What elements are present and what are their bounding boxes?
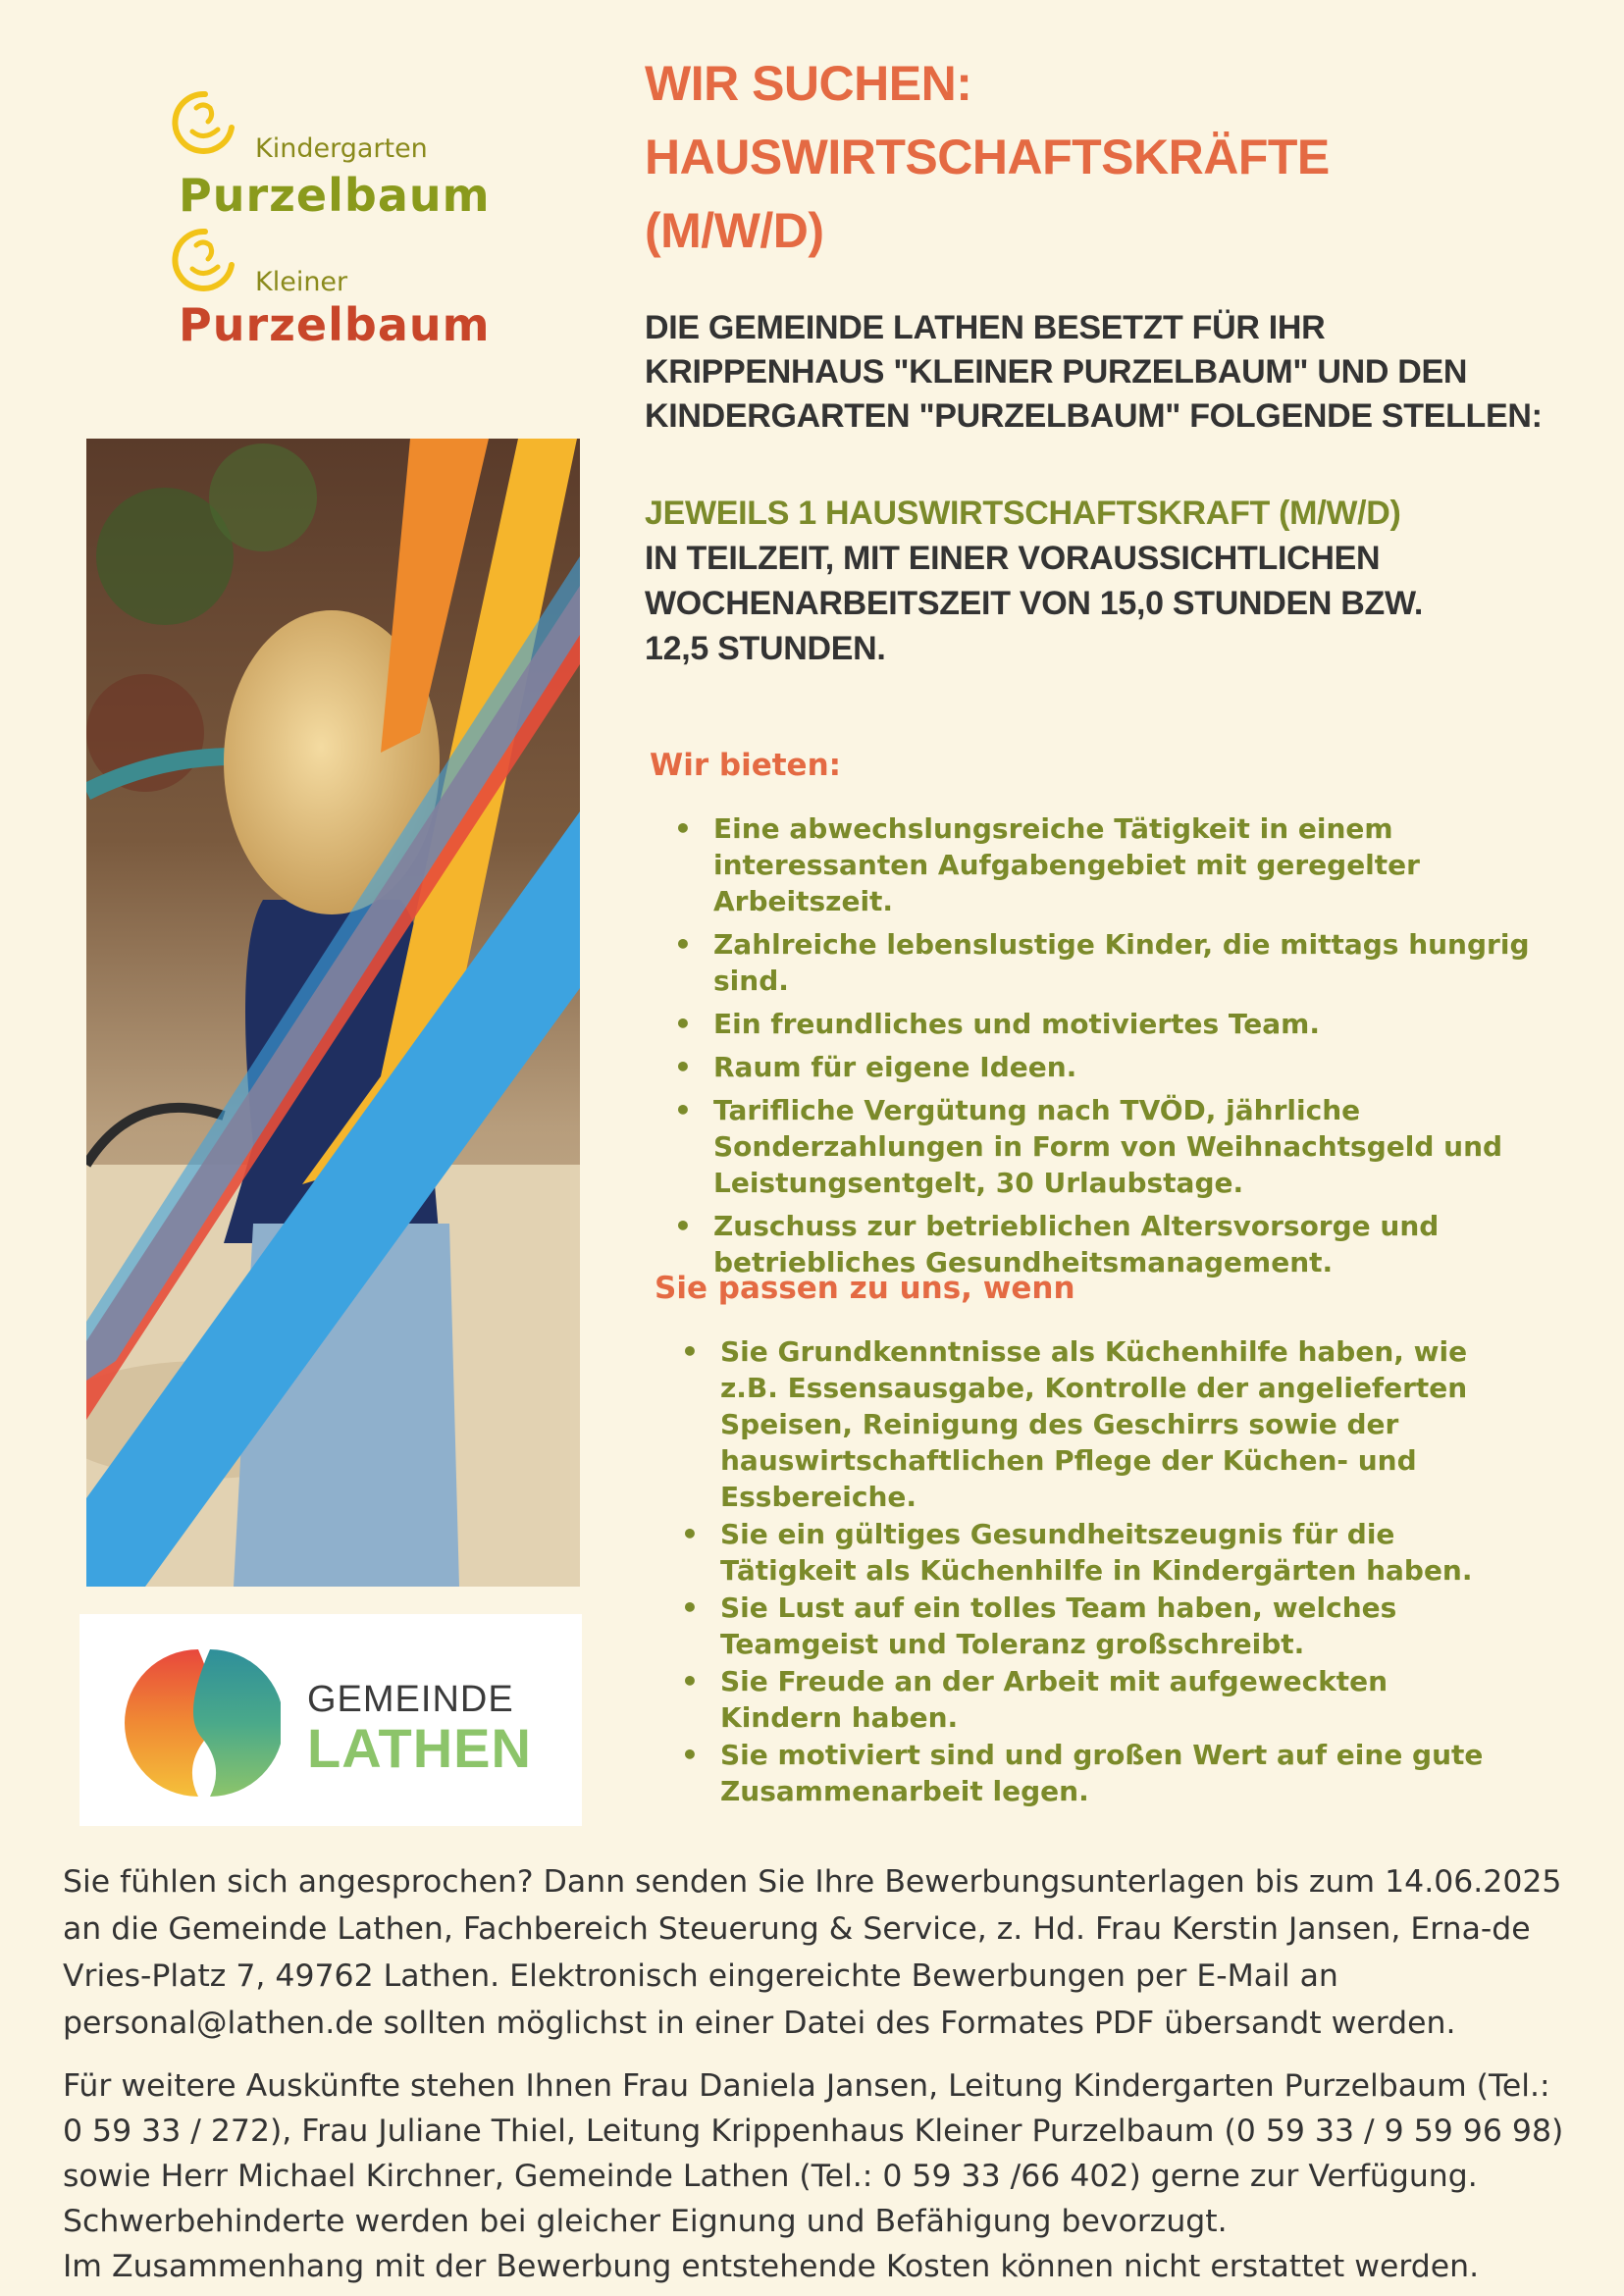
position-line: 12,5 STUNDEN. bbox=[645, 630, 886, 667]
contact-paragraph bbox=[63, 2063, 1603, 2289]
list-item: • Zahlreiche lebenslustige Kinder, die mittags hungrig sind. bbox=[672, 926, 1536, 999]
kleiner-label: Kleiner bbox=[255, 267, 348, 297]
title-line: WIR SUCHEN: bbox=[645, 56, 972, 111]
list-item: • Sie Freude an der Arbeit mit aufgeweckten Kindern haben. bbox=[679, 1663, 1503, 1736]
gemeinde-lathen-logo bbox=[79, 1614, 582, 1826]
sun-icon bbox=[171, 226, 239, 294]
paragraph-line: an die Gemeinde Lathen, Fachbereich Steuerung & Service, z. Hd. Frau Kerstin Jansen, Erna-de bbox=[63, 1911, 1531, 1947]
lathen-wordmark: LATHEN bbox=[307, 1717, 532, 1779]
application-paragraph bbox=[63, 1858, 1603, 2047]
list-item: • Sie motiviert sind und großen Wert auf eine gute Zusammenarbeit legen. bbox=[679, 1737, 1503, 1809]
paragraph-line: 0 59 33 / 272), Frau Juliane Thiel, Leitung Krippenhaus Kleiner Purzelbaum (0 59 33 / 9 59 96 98) bbox=[63, 2113, 1564, 2149]
kindergarten-label: Kindergarten bbox=[255, 133, 428, 164]
list-item: • Ein freundliches und motiviertes Team. bbox=[672, 1006, 1536, 1042]
paragraph-line: Im Zusammenhang mit der Bewerbung entstehende Kosten können nicht erstattet werden. bbox=[63, 2249, 1480, 2284]
sun-icon bbox=[171, 88, 239, 157]
kleiner-purzelbaum-wordmark: Purzelbaum bbox=[179, 298, 491, 351]
page-title bbox=[645, 47, 1528, 268]
paragraph-line: Für weitere Auskünfte stehen Ihnen Frau Daniela Jansen, Leitung Kindergarten Purzelbaum (Tel.: bbox=[63, 2068, 1550, 2104]
position-line: WOCHENARBEITSZEIT VON 15,0 STUNDEN BZW. bbox=[645, 585, 1424, 622]
paragraph-line: Sie fühlen sich angesprochen? Dann senden Sie Ihre Bewerbungsunterlagen bis zum 14.06.2025 bbox=[63, 1864, 1562, 1900]
intro-text bbox=[645, 306, 1547, 439]
intro-line: KRIPPENHAUS "KLEINER PURZELBAUM" UND DEN bbox=[645, 353, 1468, 391]
paragraph-line: Vries-Platz 7, 49762 Lathen. Elektronisch eingereichte Bewerbungen per E-Mail an bbox=[63, 1958, 1338, 1994]
offer-heading: Wir bieten: bbox=[650, 748, 842, 783]
list-item: • Eine abwechslungsreiche Tätigkeit in einem interessanten Aufgabengebiet mit geregelter Arbeitszeit. bbox=[672, 810, 1536, 919]
paragraph-line: Schwerbehinderte werden bei gleicher Eignung und Befähigung bevorzugt. bbox=[63, 2204, 1228, 2239]
intro-line: KINDERGARTEN "PURZELBAUM" FOLGENDE STELLEN: bbox=[645, 397, 1543, 435]
position-description bbox=[645, 491, 1547, 671]
title-line: HAUSWIRTSCHAFTSKRÄFTE bbox=[645, 130, 1330, 184]
photo-illustration bbox=[86, 439, 580, 1587]
list-item: • Sie ein gültiges Gesundheitszeugnis für die Tätigkeit als Küchenhilfe in Kindergärten haben. bbox=[679, 1516, 1503, 1589]
requirements-list bbox=[679, 1333, 1503, 1810]
kindergarten-logo bbox=[167, 88, 491, 353]
child-with-ribbons-photo bbox=[86, 439, 580, 1587]
list-item: • Tarifliche Vergütung nach TVÖD, jährliche Sonderzahlungen in Form von Weihnachtsgeld und Leistungsentgelt, 30 Urlaubstage. bbox=[672, 1092, 1536, 1201]
offer-list bbox=[672, 810, 1536, 1287]
list-item: • Sie Grundkenntnisse als Küchenhilfe haben, wie z.B. Essensausgabe, Kontrolle der angelieferten Speisen, Reinigung des Geschirrs sowie der hauswirtschaftlichen Pflege der Küchen- und Essbereiche. bbox=[679, 1333, 1503, 1515]
list-item: • Sie Lust auf ein tolles Team haben, welches Teamgeist und Toleranz großschreibt. bbox=[679, 1590, 1503, 1662]
purzelbaum-wordmark: Purzelbaum bbox=[179, 169, 491, 222]
paragraph-line: sowie Herr Michael Kirchner, Gemeinde Lathen (Tel.: 0 59 33 /66 402) gerne zur Verfügung. bbox=[63, 2159, 1478, 2194]
requirements-heading: Sie passen zu uns, wenn bbox=[655, 1271, 1075, 1306]
title-line: (M/W/D) bbox=[645, 203, 824, 258]
lathen-emblem-icon bbox=[124, 1647, 281, 1800]
list-item: • Zuschuss zur betrieblichen Altersvorsorge und betriebliches Gesundheitsmanagement. bbox=[672, 1208, 1536, 1280]
intro-line: DIE GEMEINDE LATHEN BESETZT FÜR IHR bbox=[645, 309, 1326, 346]
position-title: JEWEILS 1 HAUSWIRTSCHAFTSKRAFT (M/W/D) bbox=[645, 495, 1401, 532]
list-item: • Raum für eigene Ideen. bbox=[672, 1049, 1536, 1085]
paragraph-line: personal@lathen.de sollten möglichst in einer Datei des Formates PDF übersandt werden. bbox=[63, 2006, 1456, 2041]
gemeinde-wordmark: GEMEINDE bbox=[307, 1679, 514, 1720]
position-line: IN TEILZEIT, MIT EINER VORAUSSICHTLICHEN bbox=[645, 540, 1381, 577]
